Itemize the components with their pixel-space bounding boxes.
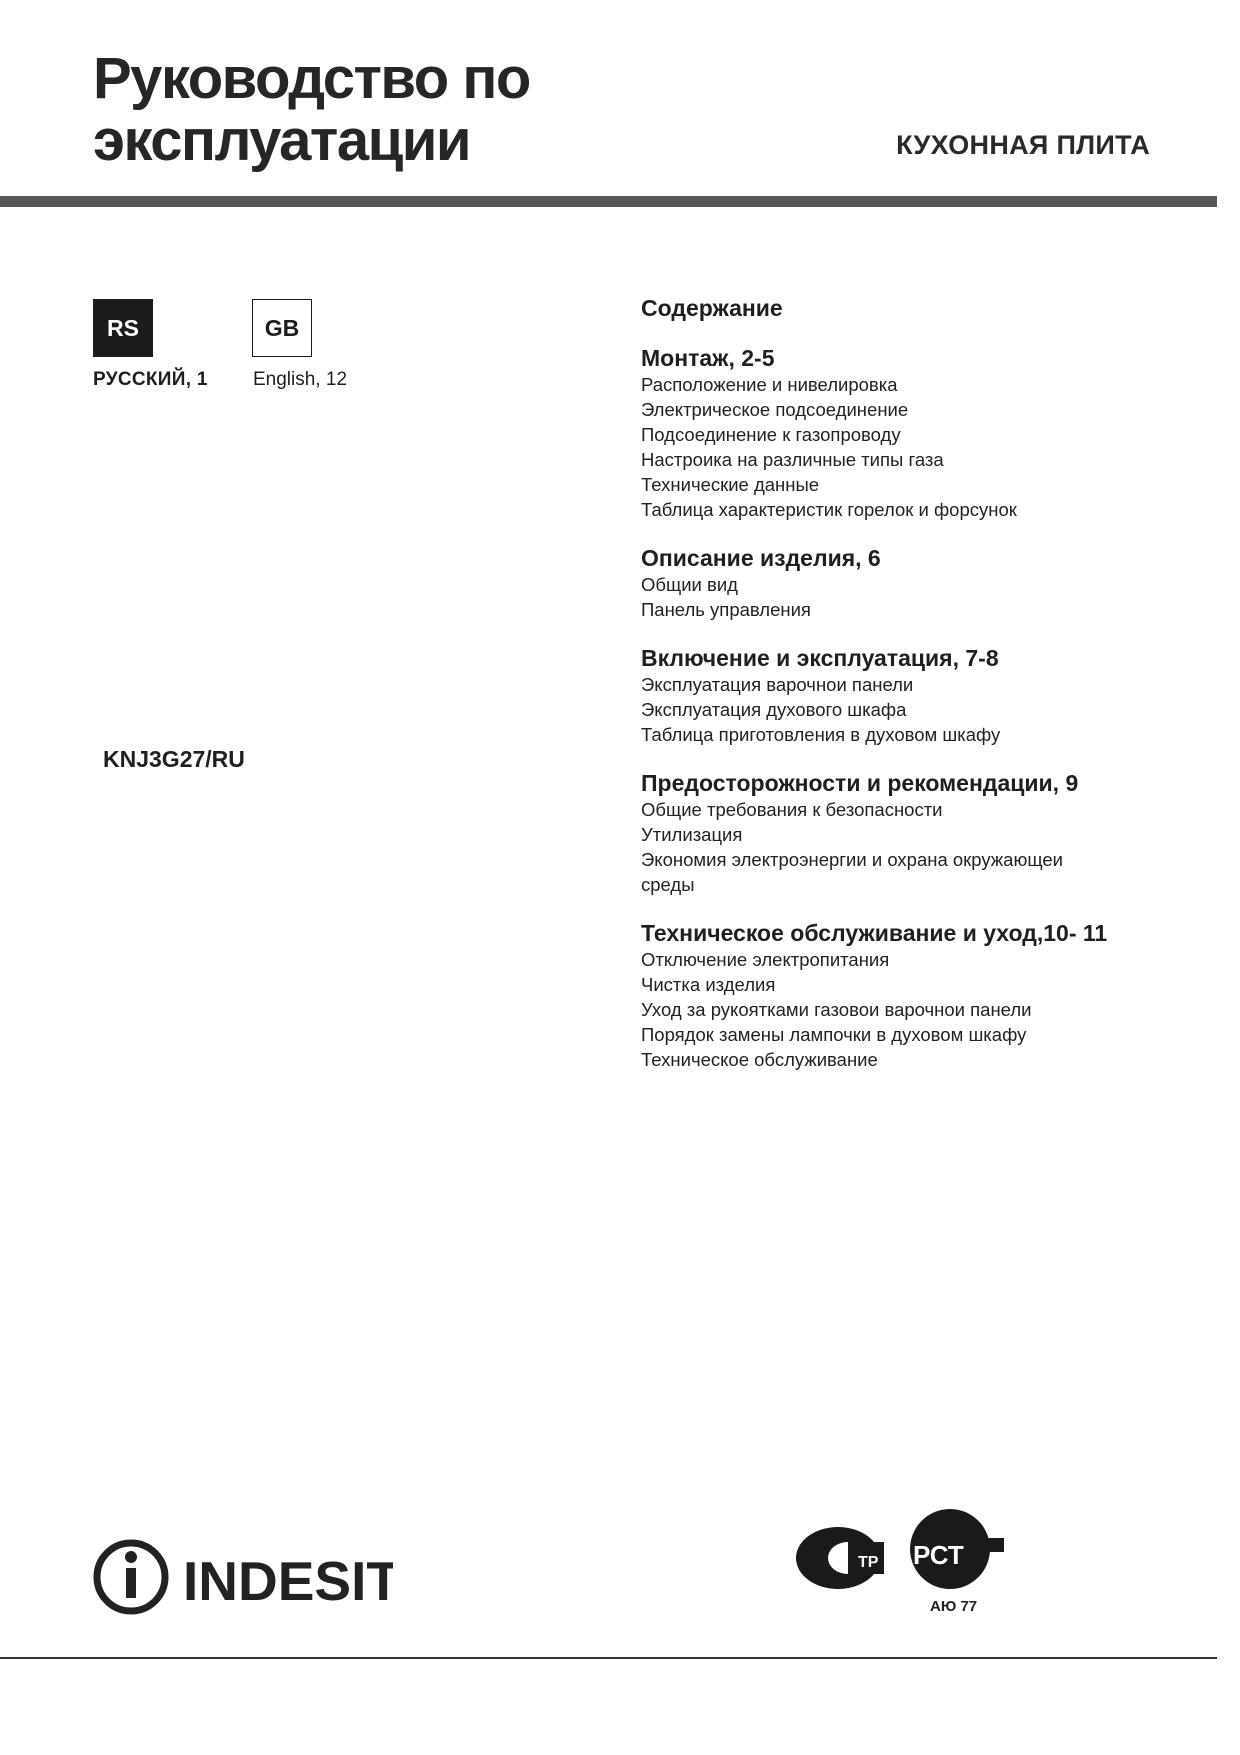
certification-code: АЮ 77: [930, 1598, 978, 1615]
toc-item[interactable]: Отключение электропитания: [641, 949, 890, 970]
toc-item[interactable]: Электрическое подсоединение: [641, 399, 909, 420]
model-number: KNJ3G27/RU: [103, 746, 245, 772]
toc-item[interactable]: Таблица приготовления в духовом шкафу: [641, 724, 1001, 745]
language-label-gb: English, 12: [253, 369, 348, 390]
toc-heading: Содержание: [641, 295, 783, 321]
certification-marks: [796, 1508, 1016, 1618]
svg-text:РСТ: РСТ: [913, 1540, 964, 1570]
toc-item[interactable]: среды: [641, 874, 695, 895]
tr-certification-icon: [796, 1527, 884, 1589]
toc-item[interactable]: Эксплуатация варочнои панели: [641, 674, 914, 695]
toc-section-installation: [641, 344, 1221, 522]
certification-icons: [796, 1508, 1016, 1598]
toc-item[interactable]: Эксплуатация духового шкафа: [641, 699, 907, 720]
toc-section-description: [641, 544, 1221, 622]
toc-section-maintenance: [641, 919, 1221, 1072]
toc-item[interactable]: Экономия электроэнергии и охрана окружающеи: [641, 849, 1063, 870]
toc-section-title[interactable]: Описание изделия, 6: [641, 545, 881, 571]
title-line-1: Руководство по: [93, 46, 530, 111]
toc-item[interactable]: Утилизация: [641, 824, 743, 845]
brand-wordmark: INDESIT: [183, 1550, 393, 1612]
language-label-rs: РУССКИЙ, 1: [93, 369, 208, 390]
toc-item[interactable]: Настроика на различные типы газа: [641, 449, 944, 470]
toc-item[interactable]: Подсоединение к газопроводу: [641, 424, 901, 445]
product-category: КУХОННАЯ ПЛИТА: [896, 130, 1150, 160]
toc-section-title[interactable]: Монтаж, 2-5: [641, 345, 775, 371]
page-title: [93, 48, 693, 172]
language-badge-gb: GB: [252, 299, 312, 357]
toc-item[interactable]: Таблица характеристик горелок и форсунок: [641, 499, 1017, 520]
language-russian[interactable]: [93, 299, 208, 391]
toc-item[interactable]: Чистка изделия: [641, 974, 776, 995]
toc-item[interactable]: Панель управления: [641, 599, 811, 620]
toc-section-title[interactable]: Предосторожности и рекомендации, 9: [641, 770, 1079, 796]
toc-item[interactable]: Уход за рукоятками газовои варочнои панели: [641, 999, 1032, 1020]
table-of-contents: [641, 294, 1221, 1094]
toc-item[interactable]: Общие требования к безопасности: [641, 799, 943, 820]
toc-item[interactable]: Техническое обслуживание: [641, 1049, 878, 1070]
footer-divider: [0, 1657, 1217, 1659]
toc-section-precautions: [641, 769, 1221, 897]
toc-section-title[interactable]: Включение и эксплуатация, 7-8: [641, 645, 999, 671]
toc-item[interactable]: Технические данные: [641, 474, 820, 495]
title-line-2: эксплуатации: [93, 108, 471, 173]
indesit-logo-icon: [93, 1537, 393, 1617]
language-badge-rs: RS: [93, 299, 153, 357]
toc-section-operation: [641, 644, 1221, 747]
toc-section-title[interactable]: Техническое обслуживание и уход,10- 11: [641, 920, 1108, 946]
header-divider: [0, 196, 1217, 207]
toc-item[interactable]: Общии вид: [641, 574, 738, 595]
toc-item[interactable]: Порядок замены лампочки в духовом шкафу: [641, 1024, 1027, 1045]
language-english[interactable]: [252, 299, 347, 391]
indesit-logo: [93, 1537, 393, 1622]
rst-certification-icon: [910, 1509, 1004, 1589]
toc-item[interactable]: Расположение и нивелировка: [641, 374, 898, 395]
svg-text:ТР: ТР: [858, 1554, 879, 1571]
